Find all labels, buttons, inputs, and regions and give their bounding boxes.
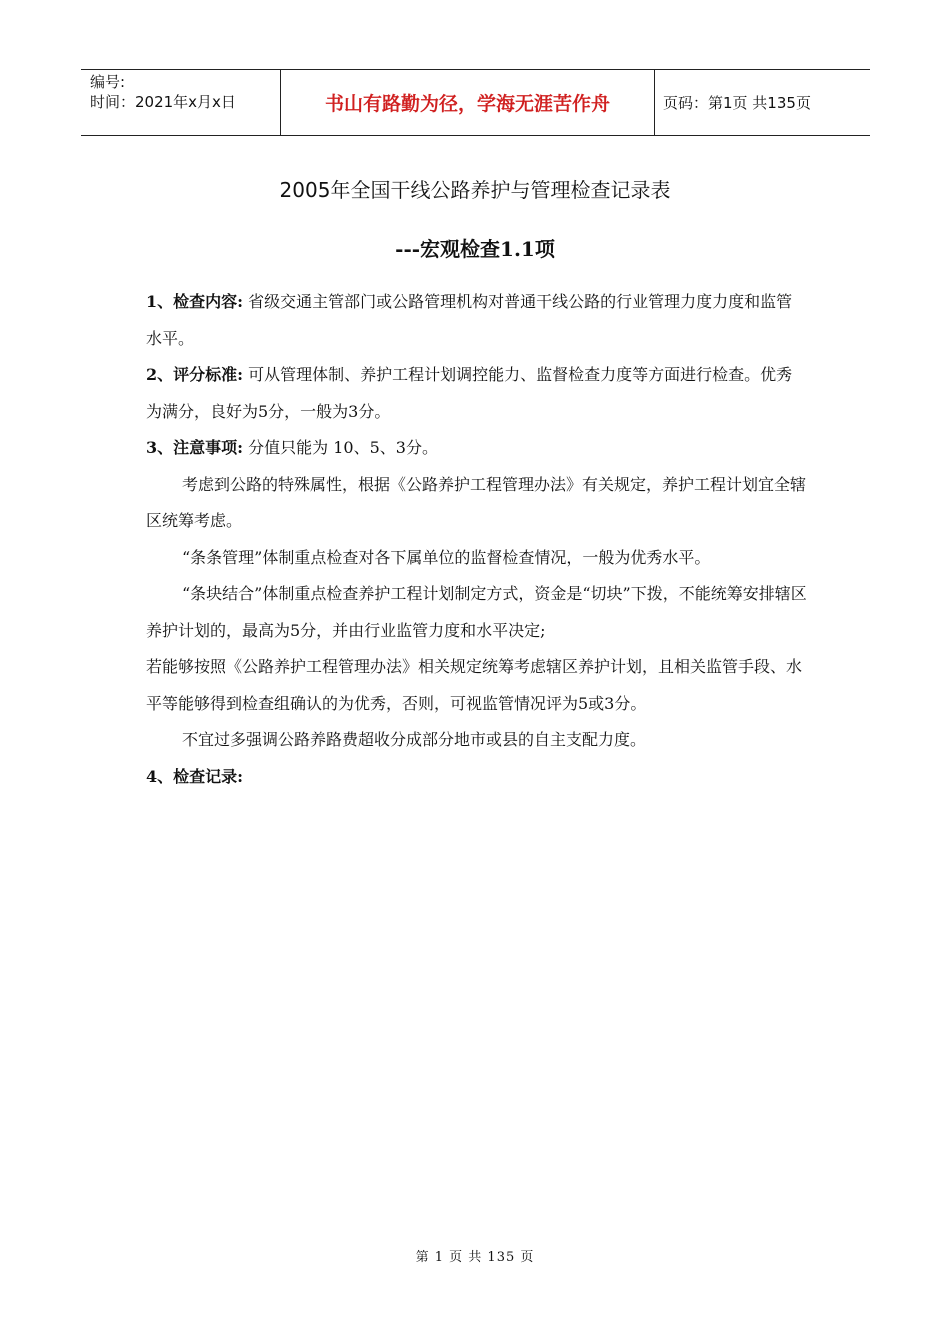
section-1-label: 1、检查内容: [146,292,244,311]
section-3 [146,430,808,467]
header-table [81,69,870,136]
page-footer: 第 1 页 共 135 页 [415,1250,535,1265]
header-meta-cell [81,70,281,135]
section-1-text: 省级交通主管部门或公路管理机构对普通干线公路的行业管理力度力度和监管水平。 [146,292,793,348]
section-4 [146,759,808,796]
section-4-label: 4、检查记录: [146,766,244,786]
section-2-text: 可从管理体制、养护工程计划调控能力、监督检查力度等方面进行检查。优秀为满分，良好为5分，一般为3分。 [146,365,793,421]
section-3-label: 3、注意事项: [146,438,244,457]
paragraph-4: 若能够按照《公路养护工程管理办法》相关规定统筹考虑辖区养护计划，且相关监管手段、水平等能够得到检查组确认的为优秀，否则，可视监管情况评为5或3分。 [146,657,803,713]
paragraph-2: “条条管理”体制重点检查对各下属单位的监督检查情况，一般为优秀水平。 [182,547,711,567]
section-3-text: 分值只能为 10、5、3分。 [243,438,438,457]
document-title: 2005年全国干线公路养护与管理检查记录表 [279,178,671,202]
paragraph-1: 考虑到公路的特殊属性，根据《公路养护工程管理办法》有关规定，养护工程计划宜全辖区统筹考虑。 [146,474,807,530]
paragraph-5: 不宜过多强调公路养路费超收分成部分地市或县的自主支配力度。 [182,730,647,749]
document-subtitle: ---宏观检查1.1项 [395,237,555,261]
section-2 [146,357,808,430]
number-label: 编号: [90,73,126,91]
time-label: 时间：2021年x月x日 [90,93,236,111]
page-info: 页码：第1页 共135页 [663,94,811,112]
document-body [146,284,808,795]
section-2-label: 2、评分标准: [146,365,244,384]
motto: 书山有路勤为径，学海无涯苦作舟 [281,70,655,135]
paragraph-3: “条块结合”体制重点检查养护工程计划制定方式，资金是“切块”下拨，不能统筹安排辖区养护计划的，最高为5分，并由行业监管力度和水平决定; [146,584,807,640]
section-1 [146,284,808,357]
